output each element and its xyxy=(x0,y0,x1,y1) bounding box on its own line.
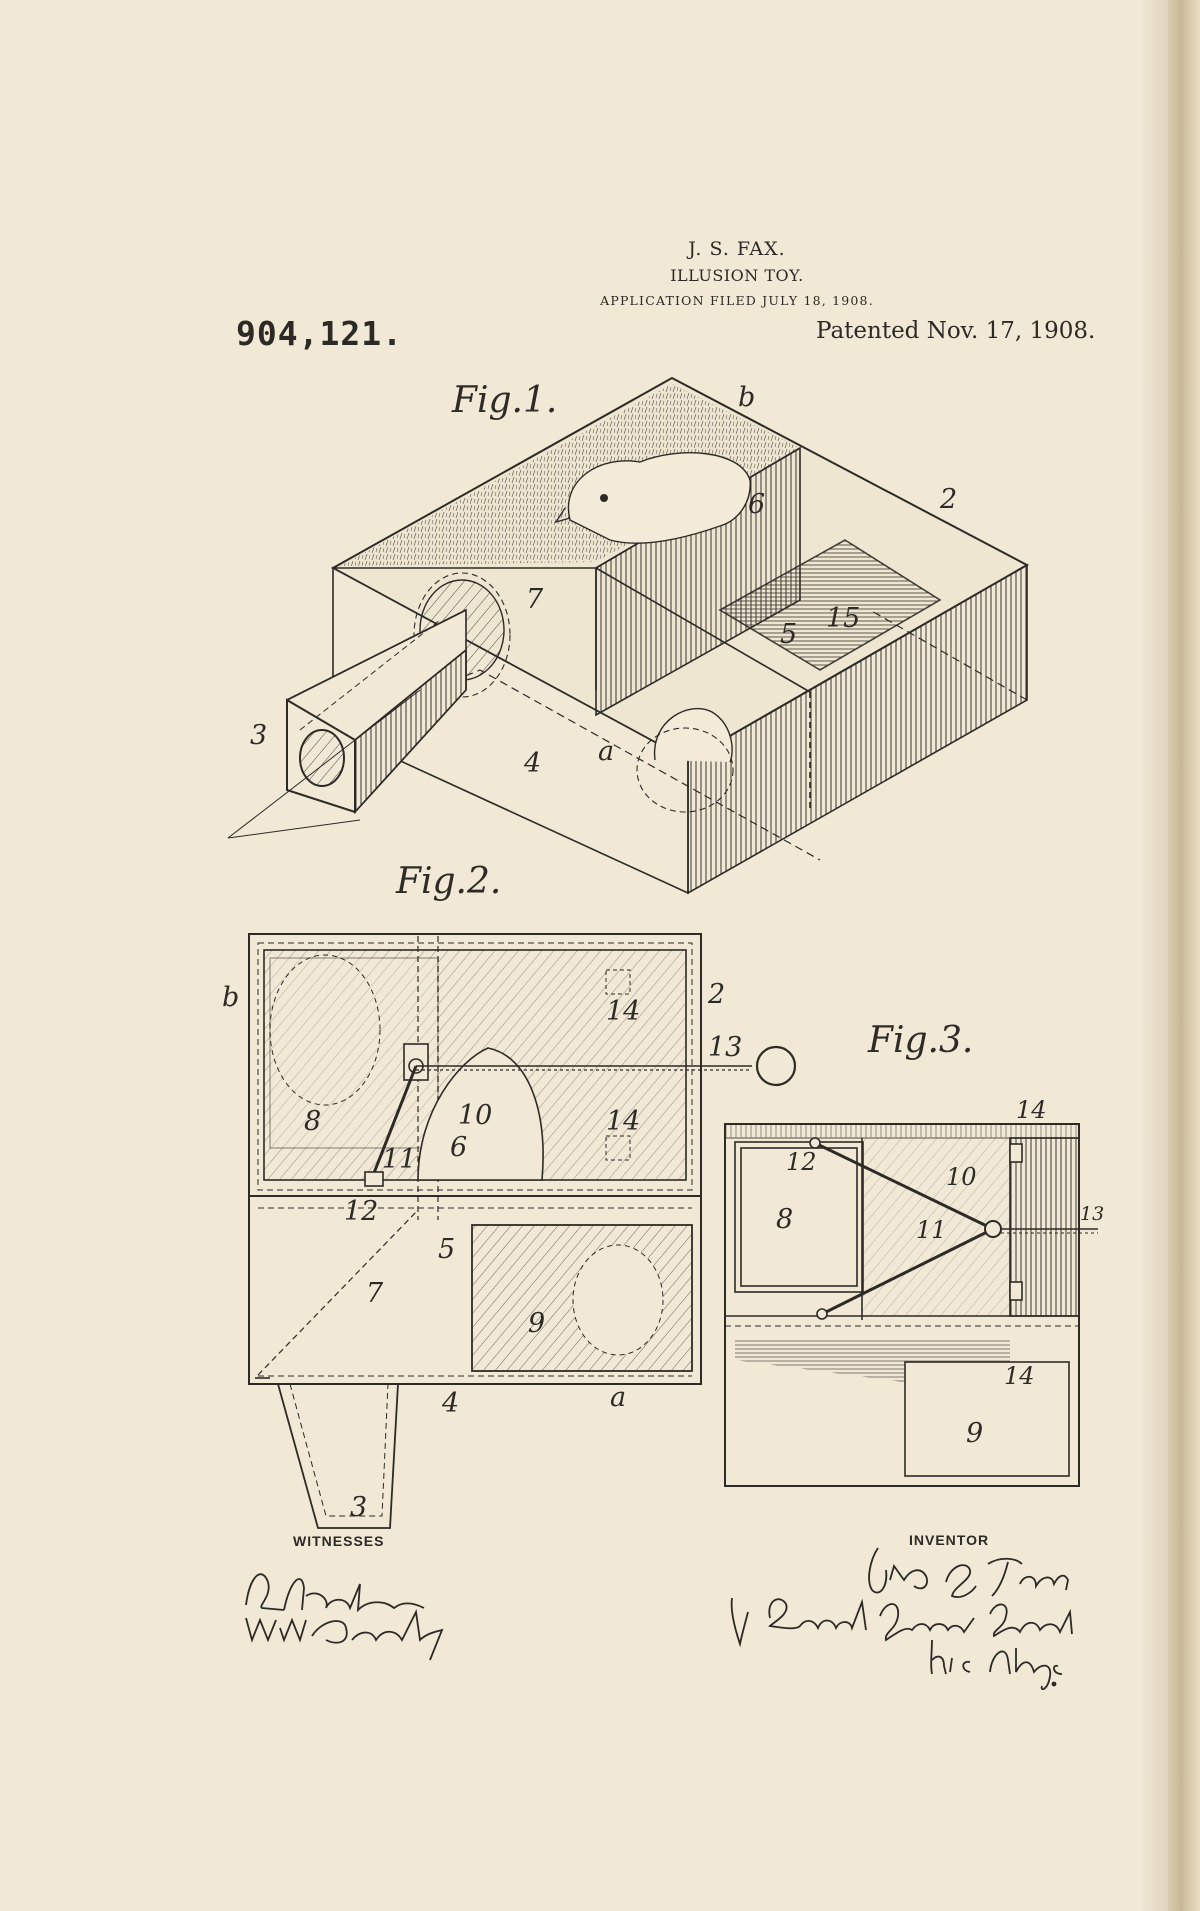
inventor-name: J. S. FAX. xyxy=(688,238,786,260)
fig3-ref: 14 xyxy=(1004,1362,1035,1390)
fig2-ref: 3 xyxy=(350,1492,368,1523)
witness-signature-2 xyxy=(246,1612,442,1660)
attorney-signature xyxy=(732,1598,1072,1644)
fig3-ref: 14 xyxy=(1016,1096,1047,1124)
fig2-ref: a xyxy=(610,1382,627,1413)
inventor-signature xyxy=(869,1548,1068,1597)
fig1-ref: 15 xyxy=(826,603,861,634)
fig2-ref: 4 xyxy=(442,1388,460,1419)
fig2-ref: 7 xyxy=(366,1278,384,1309)
witness-signature-1 xyxy=(246,1574,424,1610)
patent-date: Patented Nov. 17, 1908. xyxy=(816,318,1096,344)
fig1-ref: 6 xyxy=(748,489,766,520)
figure-3 xyxy=(725,1020,1104,1486)
application-filed-line: APPLICATION FILED JULY 18, 1908. xyxy=(600,293,874,308)
fig1-ref: a xyxy=(598,736,615,767)
fig2-caption: Fig.2. xyxy=(396,861,502,902)
patent-number: 904,121. xyxy=(236,314,403,353)
witnesses-label: WITNESSES xyxy=(293,1533,385,1549)
fig1-ref: 2 xyxy=(940,484,958,515)
fig1-caption: Fig.1. xyxy=(452,380,558,421)
inventor-label: INVENTOR xyxy=(909,1532,990,1548)
fig1-ref: 5 xyxy=(780,619,798,650)
figure-2 xyxy=(222,861,795,1528)
fig1-ref: b xyxy=(738,382,756,413)
invention-title: ILLUSION TOY. xyxy=(670,266,804,285)
fig2-ref: 14 xyxy=(606,1106,641,1137)
fig2-ref: 10 xyxy=(458,1100,493,1131)
fig2-ref: 6 xyxy=(450,1132,468,1163)
attorney-role-signature xyxy=(931,1640,1062,1689)
fig3-ref: 13 xyxy=(1080,1203,1105,1225)
fig2-ref: 13 xyxy=(708,1032,743,1063)
fig1-ref: 7 xyxy=(526,584,544,615)
fig3-caption: Fig.3. xyxy=(868,1020,974,1061)
fig2-ref: b xyxy=(222,982,240,1013)
fig3-ref: 11 xyxy=(916,1216,947,1244)
fig2-ref: 11 xyxy=(382,1144,417,1175)
fig2-ref: 9 xyxy=(528,1308,546,1339)
fig2-ref: 14 xyxy=(606,996,641,1027)
fig2-ref: 8 xyxy=(304,1106,322,1137)
fig3-ref: 10 xyxy=(946,1163,977,1191)
binding-edge xyxy=(1168,0,1200,1911)
fig2-ref: 5 xyxy=(438,1234,456,1265)
fig2-ref: 2 xyxy=(708,979,726,1010)
fig3-ref: 12 xyxy=(786,1148,817,1176)
fig3-ref: 9 xyxy=(966,1418,984,1449)
fig1-ref: 3 xyxy=(250,720,268,751)
fig2-ref: 12 xyxy=(344,1196,379,1227)
fig1-ref: 4 xyxy=(524,748,542,779)
fig3-ref: 8 xyxy=(776,1204,794,1235)
figure-1 xyxy=(228,378,1027,893)
